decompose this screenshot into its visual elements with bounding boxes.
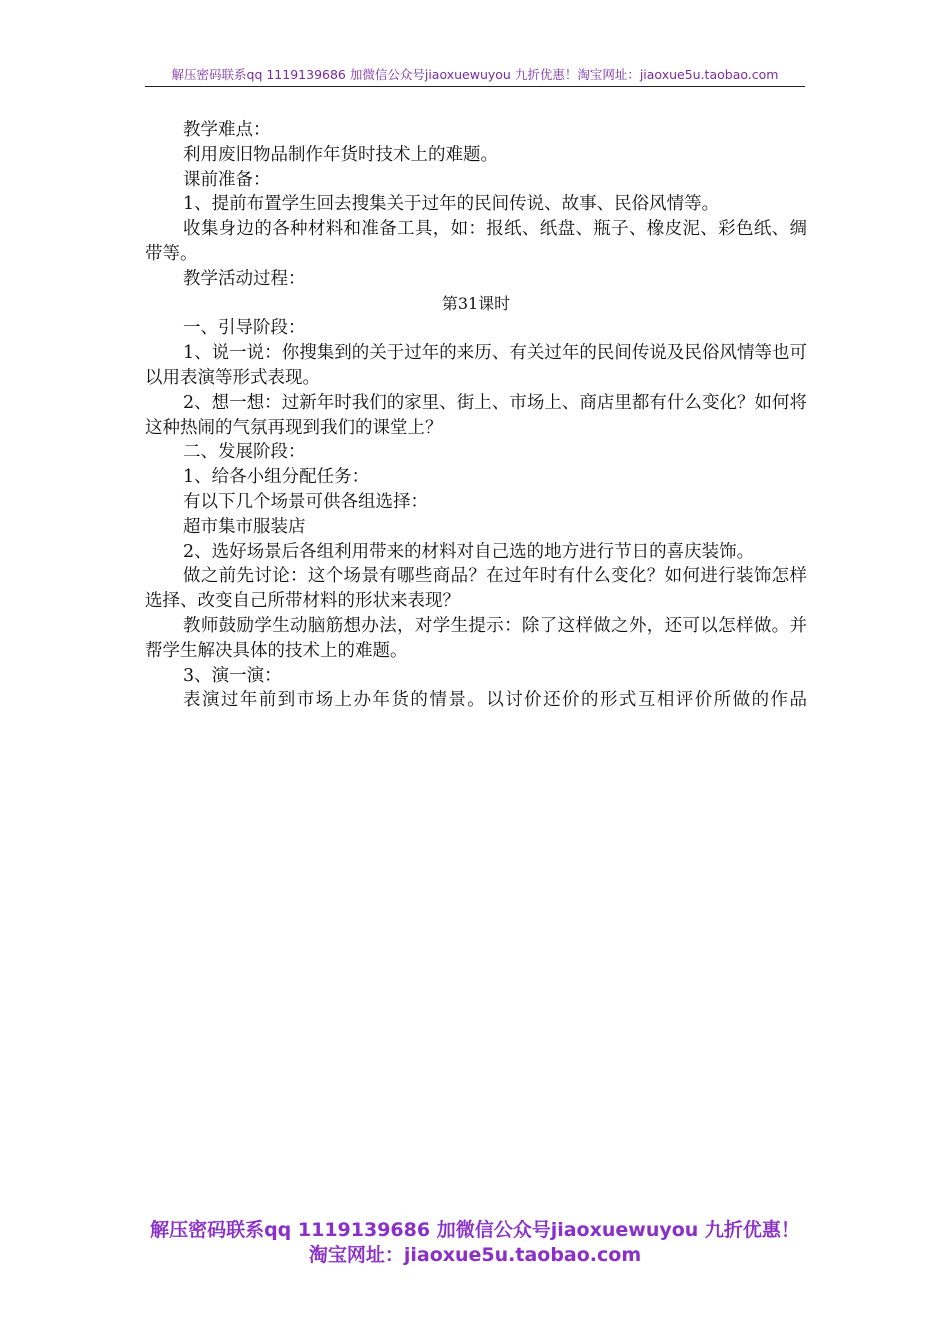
paragraph-difficulty-detail: 利用废旧物品制作年货时技术上的难题。 [183,144,498,165]
paragraph-say-it: 1、说一说：你搜集到的关于过年的来历、有关过年的民间传说及民俗风情等也可以用表演等形式表现。 [145,343,807,388]
heading-preparation: 课前准备： [183,169,271,190]
paragraph-preparation-2: 收集身边的各种材料和准备工具，如：报纸、纸盘、瓶子、橡皮泥、彩色纸、绸带等。 [145,219,807,264]
paragraph-teacher-encourage: 教师鼓励学生动脑筋想办法，对学生提示：除了这样做之外，还可以怎样做。并帮学生解决具体的技术上的难题。 [145,615,807,661]
paragraph-think-it: 2、想一想：过新年时我们的家里、街上、市场上、商店里都有什么变化？如何将这种热闹的气氛再现到我们的课堂上？ [145,392,807,438]
paragraph-assign-tasks: 1、给各小组分配任务： [183,467,370,488]
heading-guidance-stage: 一、引导阶段： [183,318,306,339]
paragraph-preparation-1: 1、提前布置学生回去搜集关于过年的民间传说、故事、民俗风情等。 [183,194,720,215]
paragraph-decorate: 2、选好场景后各组利用带来的材料对自己选的地方进行节日的喜庆装饰。 [183,541,755,562]
heading-teaching-difficulty: 教学难点： [183,120,271,140]
heading-development-stage: 二、发展阶段： [183,442,306,463]
heading-perform: 3、演一演： [183,665,282,686]
heading-activity-process: 教学活动过程： [183,268,306,289]
page-footer-watermark [0,1218,950,1268]
document-body [145,118,807,713]
paragraph-perform-detail: 表演过年前到市场上办年货的情景。以讨价还价的形式互相评价所做的作品 [183,690,807,711]
paragraph-scene-options: 有以下几个场景可供各组选择： [183,491,428,512]
paragraph-discussion: 做之前先讨论：这个场景有哪些商品？在过年时有什么变化？如何进行装饰怎样选择、改变自己所带材料的形状来表现？ [145,566,807,612]
footer-line-shop-url: 淘宝网址：jiaoxue5u.taobao.com [308,1244,642,1266]
page-header-watermark: 解压密码联系qq 1119139686 加微信公众号jiaoxuewuyou 九折优惠！淘宝网址：jiaoxue5u.taobao.com [145,66,805,87]
footer-line-contact: 解压密码联系qq 1119139686 加微信公众号jiaoxuewuyou 九折优惠！ [150,1219,800,1241]
paragraph-scene-list: 超市集市服装店 [183,516,306,537]
lesson-number-title: 第31课时 [441,293,511,313]
